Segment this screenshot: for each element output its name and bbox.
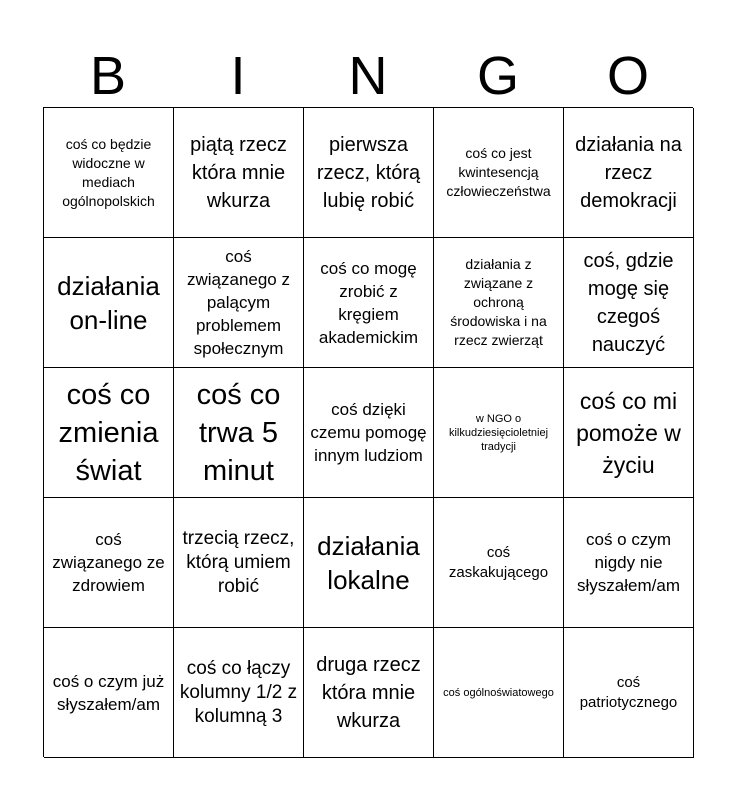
header-letter-n: N (348, 46, 388, 106)
bingo-cell-r3-c1[interactable] (174, 498, 304, 628)
cell-text: coś co będzie widoczne w mediach ogólnopolskich (62, 135, 155, 209)
bingo-cell-r0-c2[interactable] (304, 108, 434, 238)
bingo-cell-r1-c1[interactable] (174, 238, 304, 368)
cell-text: działania z związane z ochroną środowiska i na rzecz zwierząt (450, 256, 547, 348)
bingo-header (43, 44, 693, 108)
cell-text: coś o czym już słyszałem/am (52, 671, 165, 714)
bingo-cell-r2-c4[interactable] (564, 368, 694, 498)
bingo-cell-r3-c2[interactable] (304, 498, 434, 628)
bingo-cell-r3-c4[interactable] (564, 498, 694, 628)
cell-text: coś co łączy kolumny 1/2 z kolumną 3 (179, 657, 298, 727)
cell-text: działania lokalne (317, 530, 420, 595)
bingo-cell-r1-c2[interactable] (304, 238, 434, 368)
bingo-cell-r4-c4[interactable] (564, 628, 694, 758)
header-letter-o: O (606, 46, 649, 106)
bingo-cell-r4-c0[interactable] (44, 628, 174, 758)
cell-text: coś, gdzie mogę się czegoś nauczyć (583, 249, 674, 356)
cell-text: coś dzięki czemu pomogę innym ludziom (310, 400, 427, 465)
cell-text: piątą rzecz która mnie wkurza (190, 133, 287, 212)
bingo-cell-r1-c3[interactable] (434, 238, 564, 368)
header-letter-i: I (230, 46, 246, 106)
cell-text: trzecią rzecz, którą umiem robić (182, 527, 295, 597)
cell-text: coś co mogę zrobić z kręgiem akademickim (318, 258, 419, 347)
bingo-cell-r2-c2[interactable] (304, 368, 434, 498)
bingo-cell-r0-c4[interactable] (564, 108, 694, 238)
cell-text: działania na rzecz demokracji (575, 133, 682, 212)
header-letter-g: G (476, 46, 519, 106)
cell-text: coś o czym nigdy nie słyszałem/am (577, 530, 680, 595)
cell-text: działania on-line (57, 270, 160, 335)
cell-text: coś co mi pomoże w życiu (576, 387, 681, 478)
cell-text: pierwsza rzecz, którą lubię robić (316, 133, 421, 212)
bingo-cell-r4-c1[interactable] (174, 628, 304, 758)
bingo-cell-r3-c3[interactable] (434, 498, 564, 628)
cell-text: coś co zmienia świat (58, 378, 159, 487)
bingo-cell-r0-c3[interactable] (434, 108, 564, 238)
header-letter-b: B (89, 46, 127, 106)
cell-text: coś zaskakującego (448, 543, 549, 581)
bingo-cell-r1-c4[interactable] (564, 238, 694, 368)
bingo-cell-r3-c0[interactable] (44, 498, 174, 628)
cell-text: coś co jest kwintesencją człowieczeństwa (446, 145, 551, 199)
bingo-cell-r1-c0[interactable] (44, 238, 174, 368)
cell-text: coś związanego ze zdrowiem (52, 530, 165, 595)
cell-text: coś patriotycznego (579, 673, 678, 711)
bingo-cell-r4-c2[interactable] (304, 628, 434, 758)
cell-text: coś związanego z palącym problemem społecznym (186, 247, 290, 358)
cell-text: coś ogólnoświatowego (443, 686, 554, 699)
cell-text: w NGO o kilkudziesięcioletniej tradycji (448, 412, 549, 453)
bingo-cell-r0-c0[interactable] (44, 108, 174, 238)
bingo-cell-r2-c3[interactable] (434, 368, 564, 498)
bingo-cell-r2-c0[interactable] (44, 368, 174, 498)
bingo-cell-r2-c1[interactable] (174, 368, 304, 498)
bingo-cell-r0-c1[interactable] (174, 108, 304, 238)
cell-text: druga rzecz która mnie wkurza (316, 653, 421, 732)
bingo-grid (43, 107, 693, 757)
bingo-cell-r4-c3[interactable] (434, 628, 564, 758)
cell-text: coś co trwa 5 minut (196, 378, 281, 487)
